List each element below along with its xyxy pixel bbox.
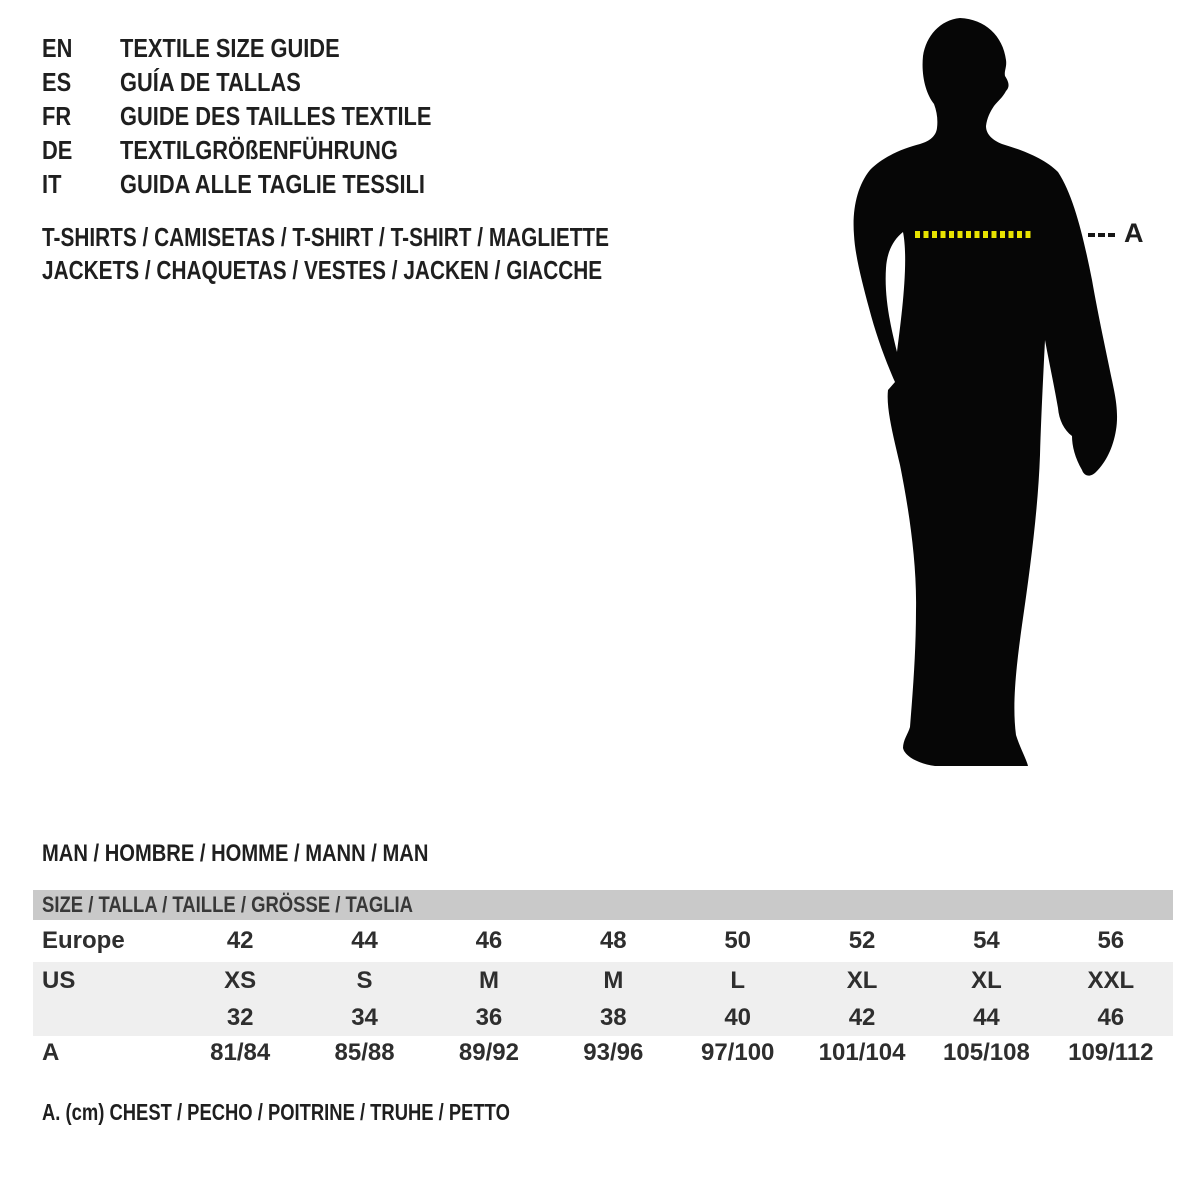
language-list xyxy=(42,31,491,201)
size-table xyxy=(33,890,1173,1070)
measurement-legend: A. (cm) CHEST / PECHO / POITRINE / TRUHE / PETTO xyxy=(42,1099,510,1125)
section-title-man: MAN / HOMBRE / HOMME / MANN / MAN xyxy=(42,840,429,867)
cell: 44 xyxy=(973,1003,1000,1031)
cell: XL xyxy=(971,966,1002,994)
cell: 105/108 xyxy=(943,1039,1030,1066)
cell: 97/100 xyxy=(700,1039,775,1066)
cell: XXL xyxy=(1087,966,1135,994)
cell: 81/84 xyxy=(210,1039,271,1066)
cell: 46 xyxy=(475,927,503,954)
cell: 101/104 xyxy=(818,1039,906,1066)
cell: S xyxy=(356,966,373,994)
cell: L xyxy=(730,966,746,994)
cell: 48 xyxy=(599,927,627,954)
category-line-jackets: JACKETS / CHAQUETAS / VESTES / JACKEN / GIACCHE xyxy=(42,255,603,285)
language-code: ES xyxy=(42,66,72,97)
row-label: A xyxy=(42,1039,60,1066)
language-code: EN xyxy=(42,32,73,63)
cell: M xyxy=(478,966,499,994)
language-title: GUÍA DE TALLAS xyxy=(120,66,301,97)
language-title: GUIDA ALLE TAGLIE TESSILI xyxy=(120,168,425,199)
cell: 46 xyxy=(1097,1003,1125,1031)
cell: XS xyxy=(224,966,257,994)
cell: 44 xyxy=(351,927,378,954)
language-title: TEXTILGRÖßENFÜHRUNG xyxy=(120,134,398,165)
language-code: FR xyxy=(42,100,72,131)
cell: 38 xyxy=(599,1003,627,1031)
cell: 34 xyxy=(351,1003,378,1031)
category-line-tshirts: T-SHIRTS / CAMISETAS / T-SHIRT / T-SHIRT / MAGLIETTE xyxy=(42,222,609,252)
cell: 36 xyxy=(475,1003,503,1031)
chest-measure-dotted-line xyxy=(915,231,1033,238)
table-row-chest xyxy=(33,1036,1173,1070)
cell: 52 xyxy=(848,927,876,954)
language-code: IT xyxy=(42,168,62,199)
language-title: GUIDE DES TAILLES TEXTILE xyxy=(120,100,432,131)
cell: 54 xyxy=(973,927,1000,954)
row-label: Europe xyxy=(42,927,125,954)
table-row-us xyxy=(33,962,1173,999)
cell: 89/92 xyxy=(458,1039,519,1066)
cell: 32 xyxy=(226,1003,254,1031)
measure-pointer-dashes xyxy=(1088,233,1118,237)
language-title: TEXTILE SIZE GUIDE xyxy=(120,32,340,63)
language-code: DE xyxy=(42,134,73,165)
table-row-europe xyxy=(33,920,1173,962)
measure-marker-a: A xyxy=(1124,218,1144,248)
cell: 42 xyxy=(226,927,254,954)
cell: XL xyxy=(846,966,878,994)
cell: 93/96 xyxy=(583,1039,644,1066)
cell: M xyxy=(603,966,624,994)
cell: 85/88 xyxy=(334,1039,395,1066)
cell: 109/112 xyxy=(1068,1039,1154,1066)
cell: 50 xyxy=(724,927,752,954)
cell: 56 xyxy=(1097,927,1125,954)
table-row-numeric xyxy=(33,999,1173,1036)
cell: 42 xyxy=(848,1003,876,1031)
man-silhouette xyxy=(840,12,1150,780)
garment-categories xyxy=(42,221,751,287)
size-table-header: SIZE / TALLA / TAILLE / GRÖSSE / TAGLIA xyxy=(33,890,1173,920)
cell: 40 xyxy=(724,1003,752,1031)
row-label: US xyxy=(42,966,76,994)
